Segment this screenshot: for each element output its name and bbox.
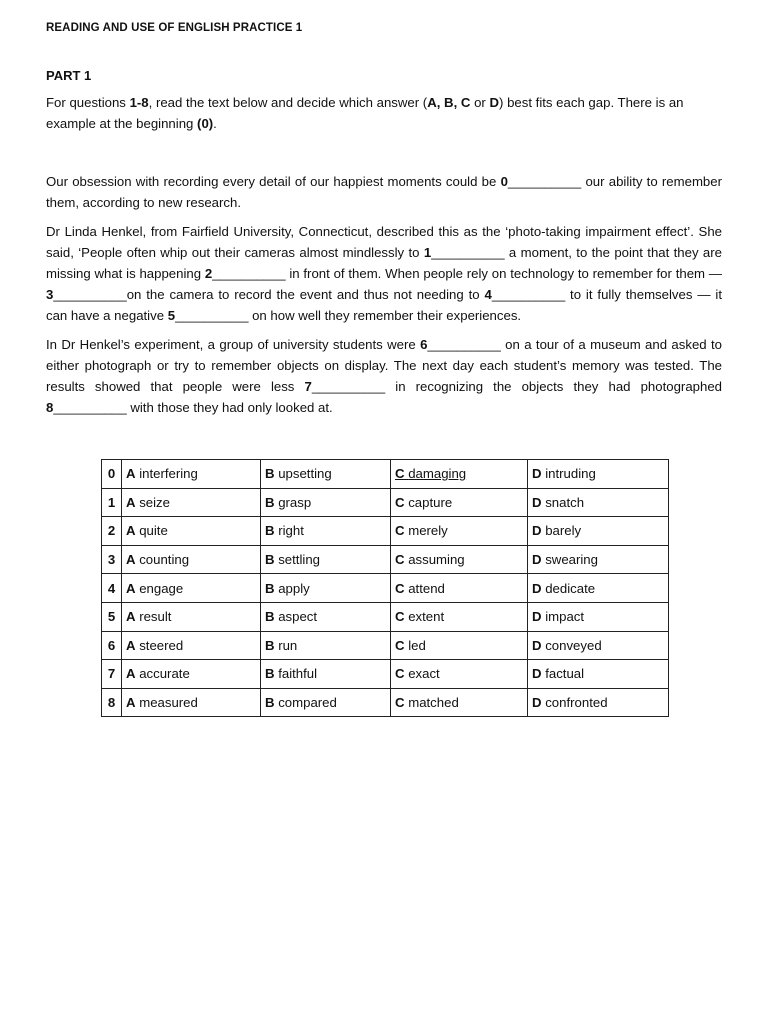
option-word: run: [278, 637, 298, 653]
option-letter: D: [532, 637, 542, 653]
passage-text: our ability to remember them, according to new research.: [46, 174, 722, 210]
option-a: [122, 517, 261, 546]
passage-text: Dr Linda Henkel, from Fairfield University, Connecticut, described this as the ‘photo-taking impairment effect’. She said, ‘People often whip out their cameras almost mindlessly to: [46, 224, 722, 260]
passage-text: on the camera to record the event and thus not needing to: [126, 287, 485, 302]
question-number: 8: [102, 688, 122, 717]
option-letter: B: [265, 666, 275, 682]
option-word: counting: [139, 552, 190, 568]
option-letter: C: [395, 580, 405, 596]
option-c: [391, 602, 528, 631]
option-word: steered: [139, 637, 184, 653]
option-word: attend: [408, 580, 445, 596]
option-letter: C: [395, 466, 405, 482]
option-letter: A: [126, 523, 136, 539]
passage-paragraph-1: [46, 171, 722, 213]
option-b: [261, 631, 391, 660]
option-letter: D: [532, 552, 542, 568]
document-title: READING AND USE OF ENGLISH PRACTICE 1: [46, 22, 303, 34]
gap-number: 0: [500, 174, 508, 189]
option-d: [528, 631, 669, 660]
question-number: 0: [102, 460, 122, 489]
option-b: [261, 660, 391, 689]
option-a: [122, 631, 261, 660]
option-word: result: [139, 609, 172, 625]
instructions-text: ) best fits each gap. There is an example at the beginning: [46, 95, 684, 131]
option-word: engage: [139, 580, 184, 596]
question-number: 4: [102, 574, 122, 603]
gap-blank: __________: [212, 266, 286, 281]
question-number: 5: [102, 602, 122, 631]
option-d: [528, 488, 669, 517]
option-letter: A: [126, 494, 136, 510]
option-letter: B: [265, 523, 275, 539]
option-word: compared: [278, 695, 337, 711]
option-word: impact: [545, 609, 585, 625]
option-c: [391, 574, 528, 603]
question-number: 2: [102, 517, 122, 546]
option-letter: C: [395, 523, 405, 539]
option-letter: A: [126, 552, 136, 568]
option-row-5: [102, 602, 669, 631]
option-letter: C: [395, 609, 405, 625]
option-letter: A: [126, 580, 136, 596]
passage-text: in recognizing the objects they had photographed: [385, 379, 722, 394]
option-letter: D: [532, 609, 542, 625]
option-row-3: [102, 545, 669, 574]
option-word: merely: [408, 523, 448, 539]
option-word: damaging: [408, 466, 467, 482]
option-c: [391, 545, 528, 574]
option-letter: C: [395, 552, 405, 568]
part-title: PART 1: [46, 68, 92, 83]
question-number: 6: [102, 631, 122, 660]
answer-options-body: [102, 460, 669, 717]
option-word: interfering: [139, 466, 198, 482]
option-b: [261, 602, 391, 631]
option-word: upsetting: [278, 466, 332, 482]
gap-blank: __________: [491, 287, 566, 302]
option-letter: A: [126, 637, 136, 653]
passage-text: on a tour of a museum and asked to either photograph or try to remember objects on display. The next day each student’s memory was tested. The results showed that people were less: [46, 337, 722, 394]
option-d: [528, 545, 669, 574]
reading-passage: [46, 171, 722, 426]
option-letter: A: [126, 695, 136, 711]
option-word: aspect: [278, 609, 318, 625]
option-letter: C: [395, 494, 405, 510]
option-b: [261, 688, 391, 717]
option-letter: D: [532, 523, 542, 539]
option-word: extent: [408, 609, 445, 625]
question-range: 1-8: [129, 95, 149, 110]
option-letter: B: [265, 695, 275, 711]
option-word: exact: [408, 666, 440, 682]
option-word: matched: [408, 695, 459, 711]
option-word: measured: [139, 695, 198, 711]
option-a: [122, 688, 261, 717]
option-letter: C: [395, 666, 405, 682]
gap-number: 3: [46, 287, 54, 302]
option-letter: B: [265, 580, 275, 596]
passage-text: a moment, to the point that they are missing what is happening: [46, 245, 722, 281]
option-word: led: [408, 637, 426, 653]
option-c: [391, 688, 528, 717]
passage-text: Our obsession with recording every detail of our happiest moments could be: [46, 174, 501, 189]
option-b: [261, 545, 391, 574]
option-letter: D: [532, 494, 542, 510]
option-word: intruding: [545, 466, 596, 482]
option-word: right: [278, 523, 304, 539]
option-row-0: [102, 460, 669, 489]
option-b: [261, 488, 391, 517]
option-word: snatch: [545, 494, 585, 510]
option-word: assuming: [408, 552, 465, 568]
option-letter: B: [265, 466, 275, 482]
option-word: seize: [139, 494, 170, 510]
option-row-8: [102, 688, 669, 717]
option-b: [261, 574, 391, 603]
option-a: [122, 574, 261, 603]
gap-blank: __________: [53, 287, 127, 302]
option-word: quite: [139, 523, 168, 539]
option-b: [261, 517, 391, 546]
passage-text: in front of them. When people rely on technology to remember for them —: [285, 266, 722, 281]
passage-text: with those they had only looked at.: [126, 400, 333, 415]
option-d: [528, 460, 669, 489]
option-a: [122, 545, 261, 574]
gap-number: 6: [420, 337, 428, 352]
option-letter: B: [265, 637, 275, 653]
option-c: [391, 660, 528, 689]
option-b: [261, 460, 391, 489]
option-letter: B: [265, 552, 275, 568]
option-d: [528, 660, 669, 689]
option-word: capture: [408, 494, 453, 510]
option-word: grasp: [278, 494, 312, 510]
answer-options-table: [101, 459, 669, 717]
option-word: barely: [545, 523, 582, 539]
option-row-7: [102, 660, 669, 689]
gap-blank: __________: [427, 337, 501, 352]
option-letter: D: [532, 695, 542, 711]
gap-blank: __________: [507, 174, 582, 189]
option-d: [528, 602, 669, 631]
option-word: accurate: [139, 666, 190, 682]
option-d: [528, 688, 669, 717]
answer-letter-d: D: [489, 95, 500, 110]
passage-text: on how well they remember their experiences.: [248, 308, 522, 323]
option-c: [391, 631, 528, 660]
option-word: factual: [545, 666, 585, 682]
answer-letters: A, B, C: [427, 95, 471, 110]
option-word: swearing: [545, 552, 598, 568]
option-letter: B: [265, 609, 275, 625]
option-word: faithful: [278, 666, 318, 682]
option-letter: D: [532, 666, 542, 682]
option-letter: C: [395, 637, 405, 653]
option-a: [122, 460, 261, 489]
option-c: [391, 517, 528, 546]
instructions-text: For questions: [46, 95, 130, 110]
gap-number: 8: [46, 400, 54, 415]
option-word: dedicate: [545, 580, 596, 596]
option-a: [122, 660, 261, 689]
gap-blank: __________: [175, 308, 249, 323]
option-word: apply: [278, 580, 310, 596]
option-letter: D: [532, 580, 542, 596]
gap-blank: __________: [311, 379, 386, 394]
option-d: [528, 517, 669, 546]
gap-number: 5: [167, 308, 176, 323]
example-marker: (0): [197, 116, 214, 131]
option-d: [528, 574, 669, 603]
option-row-4: [102, 574, 669, 603]
question-number: 7: [102, 660, 122, 689]
option-a: [122, 602, 261, 631]
option-letter: D: [532, 466, 542, 482]
option-letter: C: [395, 695, 405, 711]
gap-number: 1: [423, 245, 432, 260]
option-letter: A: [126, 666, 136, 682]
option-row-1: [102, 488, 669, 517]
passage-text: to it fully themselves — it can have a negative: [46, 287, 722, 323]
option-word: settling: [278, 552, 320, 568]
gap-blank: __________: [53, 400, 127, 415]
option-word: confronted: [545, 695, 608, 711]
option-c: [391, 488, 528, 517]
instructions-text: , read the text below and decide which answer (: [148, 95, 428, 110]
instructions-text: .: [213, 116, 217, 131]
option-letter: A: [126, 609, 136, 625]
gap-number: 2: [204, 266, 213, 281]
option-letter: B: [265, 494, 275, 510]
passage-text: In Dr Henkel’s experiment, a group of university students were: [46, 337, 421, 352]
question-number: 3: [102, 545, 122, 574]
passage-paragraph-2: [46, 221, 722, 326]
option-a: [122, 488, 261, 517]
option-row-6: [102, 631, 669, 660]
instructions: [46, 92, 722, 134]
option-letter: A: [126, 466, 136, 482]
gap-number: 4: [484, 287, 492, 302]
question-number: 1: [102, 488, 122, 517]
option-c: [391, 460, 528, 489]
gap-blank: __________: [431, 245, 505, 260]
passage-paragraph-3: [46, 334, 722, 418]
gap-number: 7: [304, 379, 312, 394]
option-word: conveyed: [545, 637, 602, 653]
instructions-text: or: [470, 95, 490, 110]
option-row-2: [102, 517, 669, 546]
